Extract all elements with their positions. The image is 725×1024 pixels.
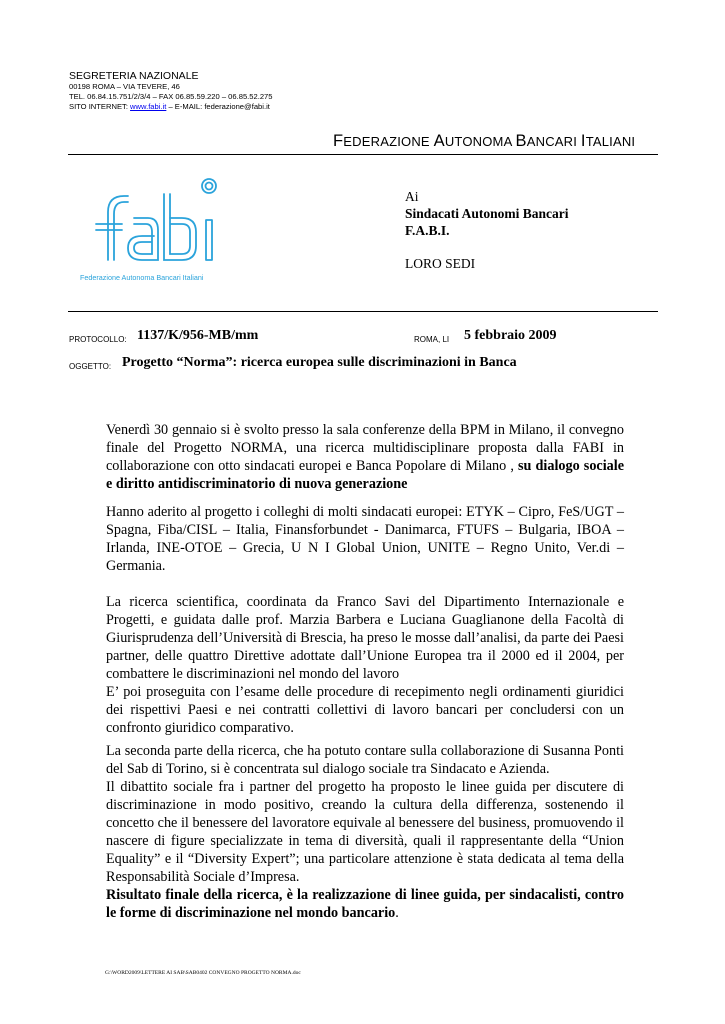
protocol-label: PROTOCOLLO: [69, 335, 127, 344]
addressee-organization: Sindacati Autonomi Bancari [405, 206, 569, 221]
header-title: SEGRETERIA NAZIONALE [69, 70, 199, 82]
header-divider [68, 154, 658, 155]
paragraph-convegno: Venerdì 30 gennaio si è svolto presso la sala conferenze della BPM in Milano, il convegno finale del Progetto NORMA, una ricerca multidisciplinare proposta dalla FABI in collaborazione con otto sindacati europei e Banca Popolare di Milano , su dialogo sociale e diritto antidiscriminatorio di nuova generazione [106, 422, 624, 492]
site-prefix: SITO INTERNET: [69, 102, 131, 111]
email-text: – E-MAIL: federazione@fabi.it [166, 102, 270, 111]
header-address: 00198 ROMA – VIA TEVERE, 46 [69, 82, 180, 91]
subject-text: Progetto “Norma”: ricerca europea sulle discriminazioni in Banca [122, 355, 517, 370]
header-website-email [69, 102, 270, 111]
paragraph-sindacati: Hanno aderito al progetto i colleghi di molti sindacati europei: ETYK – Cipro, FeS/UGT – Spagna, Fiba/CISL – Italia, Finansforbundet - Danimarca, FTUFS – Bulgaria, IBOA – Irlanda, INE-OTOE – Grecia, U N I Global Union, UNITE – Regno Unito, Ver.di – Germania. [106, 504, 624, 574]
fabi-logo [78, 172, 234, 288]
addressee-divider [68, 311, 658, 312]
federation-name: FEDERAZIONE AUTONOMA BANCARI ITALIANI [333, 132, 636, 150]
website-link[interactable]: www.fabi.it [130, 102, 167, 111]
date-label: ROMA, LI [414, 335, 450, 344]
paragraph-ricerca: La ricerca scientifica, coordinata da Franco Savi del Dipartimento Internazionale e Progetti, e guidata dalle prof. Marzia Barbera e Luciana Guaglianone della Facoltà di Giurisprudenza dell’Università di Brescia, ha preso le mosse dall’analisi, da parte dei Paesi partner, delle quattro Direttive adottate dall’Unione Europea tra il 2000 ed il 2004, per combattere le discriminazioni nel mondo del lavoro E’ poi proseguita con l’esame delle procedure di recepimento negli ordinamenti giuridici dei rispettivi Paesi e nei contratti collettivi di lavoro bancari per concludersi con un confronto giuridico comparativo. [106, 594, 624, 736]
letter-date: 5 febbraio 2009 [464, 328, 557, 343]
header-phone-fax: TEL. 06.84.15.751/2/3/4 – FAX 06.85.59.220 – 06.85.52.275 [69, 92, 273, 101]
protocol-number: 1137/K/956-MB/mm [137, 328, 259, 343]
subject-label: OGGETTO: [69, 362, 112, 371]
addressee-locations: LORO SEDI [405, 256, 476, 271]
logo-subtitle: Federazione Autonoma Bancari Italiani [80, 273, 204, 282]
addressee-abbreviation: F.A.B.I. [405, 223, 450, 238]
addressee-prefix: Ai [405, 189, 419, 204]
paragraph-dialogo-sociale: La seconda parte della ricerca, che ha potuto contare sulla collaborazione di Susanna Ponti del Sab di Torino, si è concentrata sul dialogo sociale tra Sindacato e Azienda. Il dibattito sociale fra i partner del progetto ha proposto le linee guida per discutere di discriminazione in modo positivo, creando la cultura della differenza, sostenendo il concetto che il benessere del lavoratore equivale al benessere del business, promuovendo il nascere di figure specializzate in tema di diversità, quali il rappresentante della “Union Equality” e il “Diversity Expert”; una particolare attenzione è stata dedicata al tema della Responsabilità Sociale d’Impresa. Risultato finale della ricerca, è la realizzazione di linee guida, per sindacalisti, contro le forme di discriminazione nel mondo bancario. [106, 743, 624, 921]
file-path-footer: G:\WORD2009\LETTERE AI SAB\SAB0402 CONVEGNO PROGETTO NORMA.doc [105, 970, 301, 976]
